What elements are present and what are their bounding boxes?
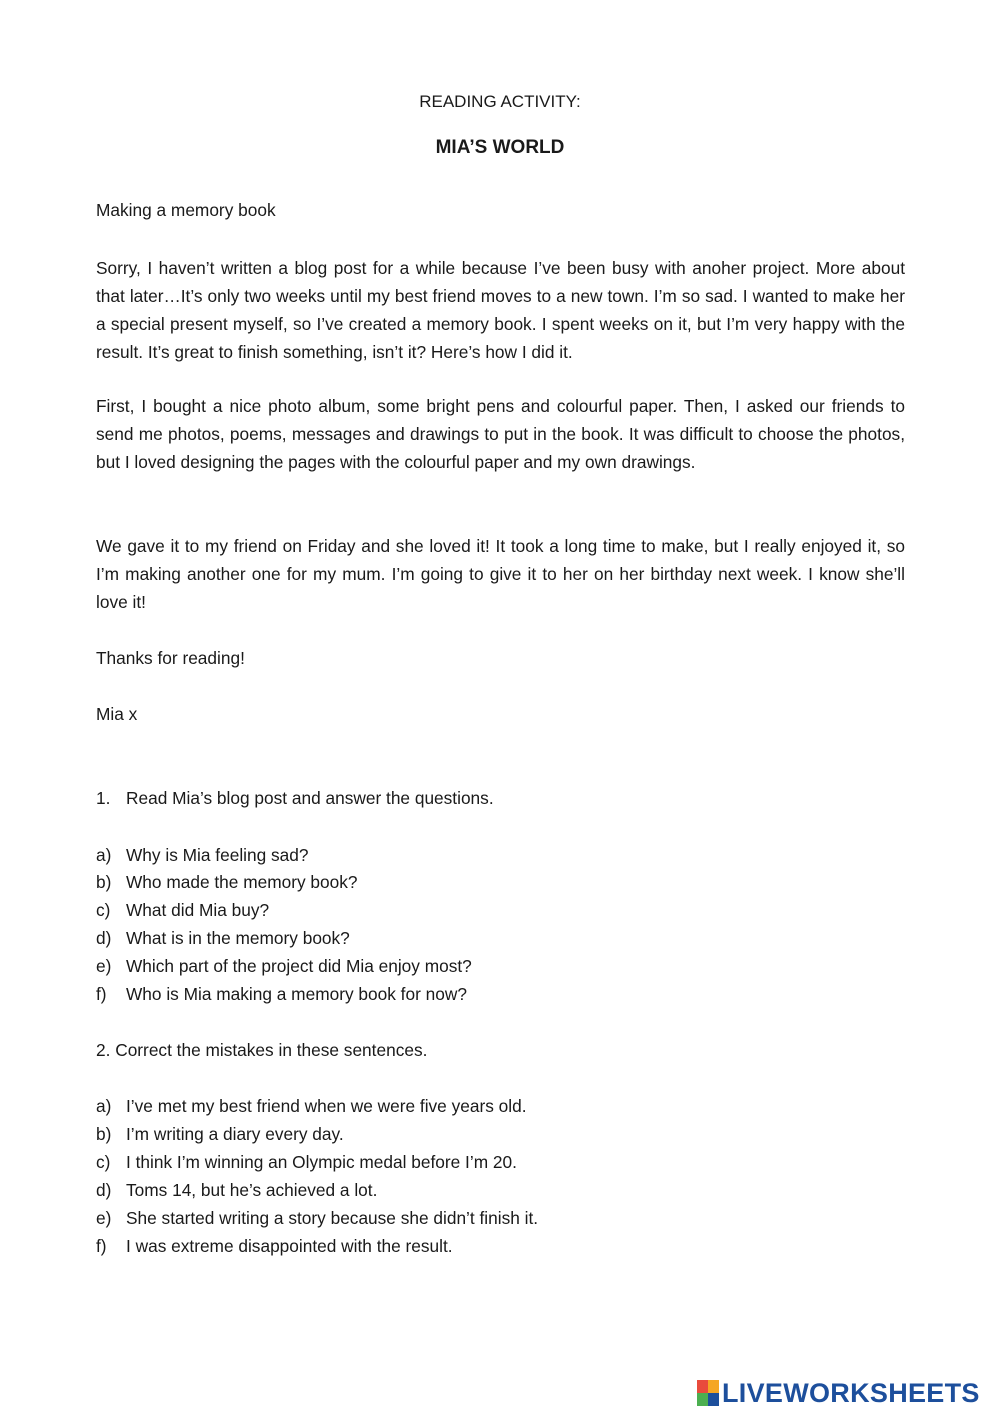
exercise-1-text: Read Mia’s blog post and answer the questions. [126, 788, 494, 808]
item-text: Who is Mia making a memory book for now? [126, 984, 467, 1004]
exercise-1-item [96, 841, 309, 869]
exercise-1-item [96, 980, 467, 1008]
item-text: Which part of the project did Mia enjoy most? [126, 956, 472, 976]
post-heading: Making a memory book [96, 200, 276, 220]
exercise-2-item [96, 1148, 517, 1176]
item-marker: c) [96, 900, 111, 920]
mark-square [708, 1393, 719, 1406]
item-marker: d) [96, 928, 112, 948]
item-text: I’ve met my best friend when we were five years old. [126, 1096, 527, 1116]
exercise-1-instruction [96, 784, 494, 812]
exercise-2-item [96, 1232, 453, 1260]
item-text: I was extreme disappointed with the result. [126, 1236, 453, 1256]
item-marker: d) [96, 1180, 112, 1200]
item-marker: a) [96, 845, 112, 865]
exercise-2-item [96, 1176, 377, 1204]
worksheet-title: MIA’S WORLD [435, 137, 565, 158]
item-marker: c) [96, 1152, 111, 1172]
exercise-2-item [96, 1092, 527, 1120]
item-text: Toms 14, but he’s achieved a lot. [126, 1180, 378, 1200]
logo-text: LIVEWORKSHEETS [722, 1377, 980, 1408]
post-paragraph-1: Sorry, I haven’t written a blog post for a while because I’ve been busy with anoher project. More about that later…It’s only two weeks until my best friend moves to a new town. I’m so sad. I wanted to make her a special present myself, so I’ve created a memory book. I spent weeks on it, but I’m very happy with the result. It’s great to finish something, isn’t it? Here’s how I did it. [96, 258, 905, 362]
item-marker: a) [96, 1096, 112, 1116]
liveworksheets-logo[interactable] [697, 1378, 980, 1408]
post-signature: Mia x [96, 704, 138, 724]
item-marker: e) [96, 956, 112, 976]
item-marker: b) [96, 872, 112, 892]
item-text: What is in the memory book? [126, 928, 350, 948]
item-text: Who made the memory book? [126, 872, 358, 892]
activity-label: READING ACTIVITY: [419, 92, 581, 111]
post-paragraph-3: We gave it to my friend on Friday and she loved it! It took a long time to make, but I really enjoyed it, so I’m making another one for my mum. I’m going to give it to her on her birthday next week. I know she’ll love it! [96, 536, 905, 612]
exercise-2-item [96, 1120, 344, 1148]
liveworksheets-mark-icon [697, 1380, 719, 1406]
exercise-1-item [96, 868, 357, 896]
item-marker: b) [96, 1124, 112, 1144]
item-text: I’m writing a diary every day. [126, 1124, 344, 1144]
exercise-1-item [96, 896, 269, 924]
item-marker: f) [96, 984, 107, 1004]
exercise-2-instruction: 2. Correct the mistakes in these sentences. [96, 1040, 428, 1060]
item-text: What did Mia buy? [126, 900, 270, 920]
item-text: She started writing a story because she didn’t finish it. [126, 1208, 539, 1228]
exercise-1-number: 1. [96, 788, 111, 808]
mark-square [708, 1380, 719, 1393]
item-marker: e) [96, 1208, 112, 1228]
mark-square [697, 1380, 708, 1393]
exercise-1-item [96, 924, 350, 952]
exercise-2-item [96, 1204, 538, 1232]
mark-square [697, 1393, 708, 1406]
exercise-1-item [96, 952, 472, 980]
post-paragraph-2: First, I bought a nice photo album, some bright pens and colourful paper. Then, I asked our friends to send me photos, poems, messages and drawings to put in the book. It was difficult to choose the photos, but I loved designing the pages with the colourful paper and my own drawings. [96, 396, 905, 472]
item-text: I think I’m winning an Olympic medal before I’m 20. [126, 1152, 517, 1172]
item-marker: f) [96, 1236, 107, 1256]
post-signoff: Thanks for reading! [96, 648, 245, 668]
item-text: Why is Mia feeling sad? [126, 845, 309, 865]
